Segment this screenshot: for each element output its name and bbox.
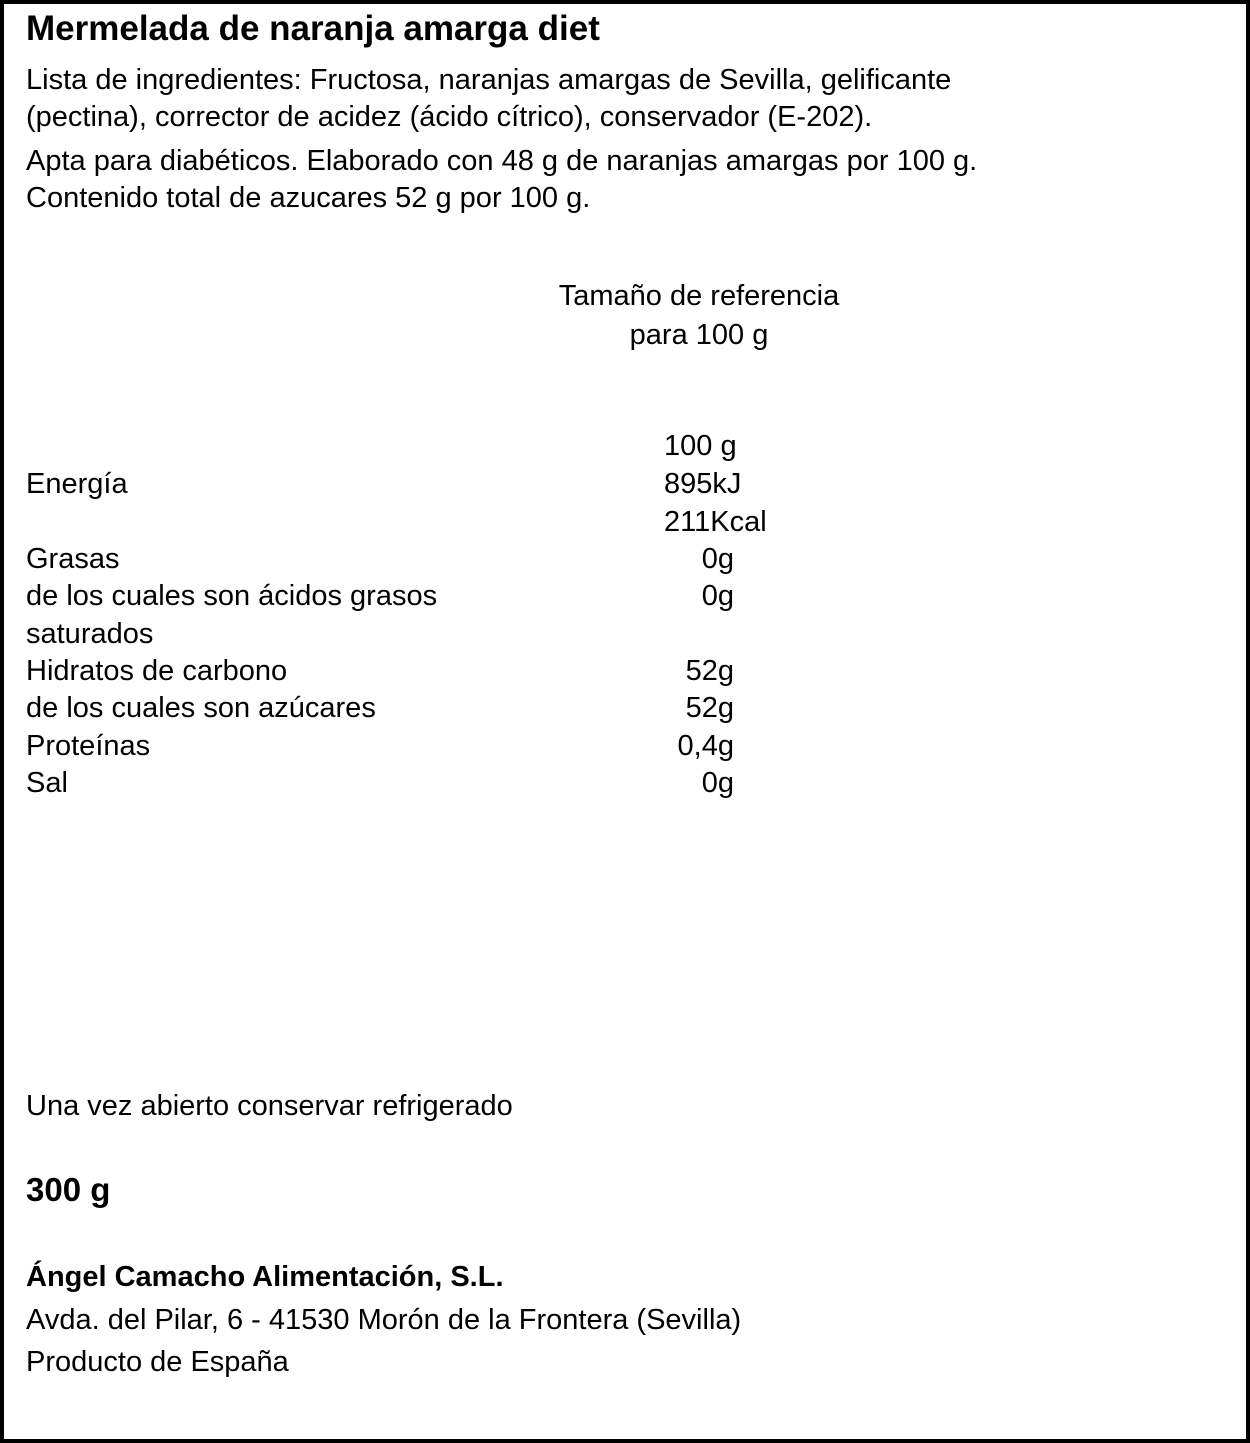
fat-label: Grasas [26,543,120,575]
claims-line-1: Apta para diabéticos. Elaborado con 48 g de naranjas amargas por 100 g. [26,145,978,177]
product-title: Mermelada de naranja amarga diet [26,9,600,48]
storage-instructions: Una vez abierto conservar refrigerado [26,1090,513,1122]
protein-value: 0,4g [677,730,734,762]
product-origin: Producto de España [26,1346,289,1378]
sugars-label: de los cuales son azúcares [26,692,376,724]
net-weight: 300 g [26,1171,111,1208]
protein-label: Proteínas [26,730,151,762]
saturated-fat-value: 0g [701,580,734,612]
claims-line-2: Contenido total de azucares 52 g por 100 g. [26,182,591,214]
saturated-fat-label-cont: saturados [26,618,154,650]
salt-value: 0g [701,767,734,799]
ingredients-line-1: Lista de ingredientes: Fructosa, naranjas amargas de Sevilla, gelificante [26,64,952,96]
carbohydrates-value: 52g [685,655,734,687]
energy-kj-value: 895kJ [664,468,742,500]
manufacturer-address: Avda. del Pilar, 6 - 41530 Morón de la Frontera (Sevilla) [26,1304,742,1336]
sugars-value: 52g [685,692,734,724]
nutrition-column-header: 100 g [664,430,737,462]
energy-kcal-value: 211Kcal [664,506,767,538]
ingredients-line-2: (pectina), corrector de acidez (ácido cítrico), conservador (E-202). [26,101,873,133]
carbohydrates-label: Hidratos de carbono [26,655,288,687]
reference-size-line-1: Tamaño de referencia [558,280,840,312]
manufacturer-name: Ángel Camacho Alimentación, S.L. [26,1261,504,1293]
salt-label: Sal [26,767,68,799]
saturated-fat-label: de los cuales son ácidos grasos [26,580,438,612]
fat-value: 0g [701,543,734,575]
reference-size-line-2: para 100 g [629,319,769,351]
energy-label: Energía [26,468,128,500]
